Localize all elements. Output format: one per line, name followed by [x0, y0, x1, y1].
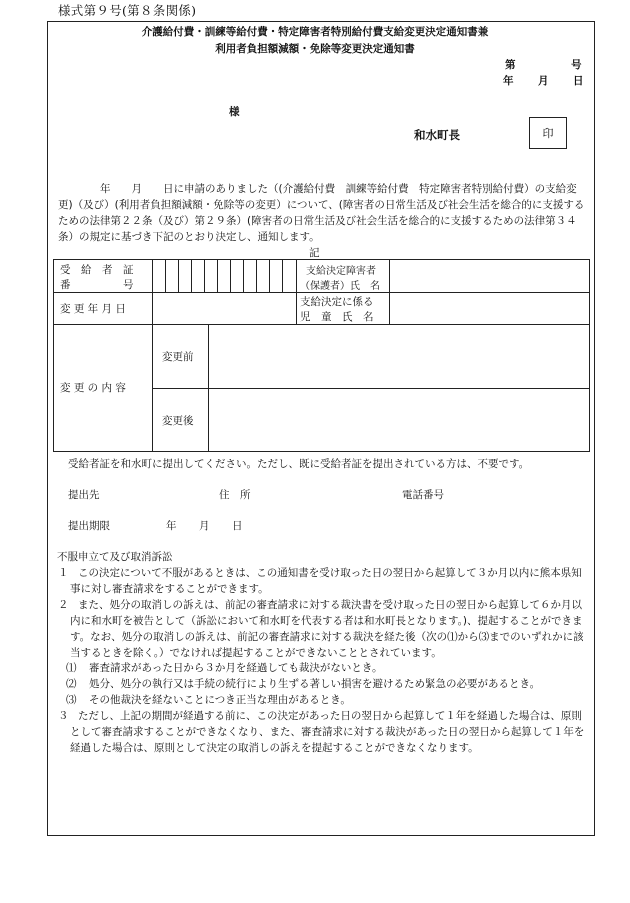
child-label-2: 児 童 氏 名 [300, 311, 374, 323]
recipient-number-label-2: 番 号 [60, 279, 134, 291]
appeal-sub-number: ⑵ [66, 678, 77, 690]
digit-box-rule [269, 260, 270, 292]
appeal-sub-number: ⑴ [66, 662, 77, 674]
before-label: 変更前 [162, 351, 194, 363]
digit-box-rule [191, 260, 192, 292]
submission-destination-label: 提出先 [68, 489, 100, 501]
digit-box-rule [243, 260, 244, 292]
digit-box-rule [230, 260, 231, 292]
table-rule [54, 292, 589, 293]
deadline-month-label: 月 [199, 520, 210, 532]
appeal-sub-3: その他裁決を経ないことにつき正当な理由があるとき。 [89, 694, 351, 706]
appeal-sub-number: ⑶ [66, 694, 77, 706]
table-rule [208, 324, 209, 451]
submission-deadline-label: 提出期限 [68, 520, 110, 532]
table-rule [296, 260, 297, 324]
deadline-day-label: 日 [232, 520, 243, 532]
table-rule [152, 388, 589, 389]
digit-box-rule [217, 260, 218, 292]
table-rule [54, 324, 589, 325]
recipient-number-label-1: 受 給 者 証 [60, 264, 134, 276]
appeal-item-3: ただし、上記の期間が経過する前に、この決定があった日の翌日から起算して１年を経過した場合は、原則として審査請求することができなくなり、また、審査請求に対する裁決があった日の翌日から起算して１年を経過した場合は、原則として決定の取消しの訴えを提起することができなくなります。 [70, 710, 585, 754]
number-label: 第 [505, 59, 516, 71]
deadline-year-label: 年 [166, 520, 177, 532]
digit-box-rule [282, 260, 283, 292]
appeal-heading: 不服申立て及び取消訴訟 [57, 551, 173, 563]
date-year-label: 年 [503, 75, 514, 87]
appeal-item-number: ２ [58, 599, 69, 611]
seal-box [529, 117, 567, 149]
child-label-1: 支給決定に係る [300, 296, 374, 308]
digit-box-rule [165, 260, 166, 292]
date-month-label: 月 [538, 75, 549, 87]
change-date-label: 変 更 年 月 日 [60, 303, 126, 315]
seal-label: 印 [542, 127, 554, 140]
appeal-sub-1: 審査請求があった日から３か月を経過しても裁決がないとき。 [89, 662, 383, 674]
change-content-label: 変 更 の 内 容 [60, 382, 126, 394]
guardian-label-1: 支給決定障害者 [306, 266, 376, 277]
submission-address-label: 住 所 [219, 489, 251, 501]
submission-instruction: 受給者証を和水町に提出してください。ただし、既に受給者証を提出されている方は、不要です。 [68, 458, 530, 470]
appeal-item-number: ３ [58, 710, 69, 722]
ki-label: 記 [309, 247, 320, 259]
issuer-name: 和水町長 [414, 128, 460, 142]
form-number: 様式第９号(第８条関係) [58, 3, 197, 18]
guardian-label-2: （保護者）氏 名 [300, 281, 380, 292]
appeal-item-2: また、処分の取消しの訴えは、前記の審査請求に対する裁決書を受け取った日の翌日から起算して６か月以内に和水町を被告として（訴訟において和水町を代表する者は和水町長となります。)、提起することができます。なお、処分の取消しの訴えは、前記の審査請求に対する裁決を経た後（次の⑴から⑶までのいずれかに該当するときを除く。）でなければ提起することができないこととされています。 [70, 599, 584, 659]
table-rule [389, 260, 390, 324]
addressee-suffix: 様 [229, 106, 240, 118]
table-rule [152, 260, 153, 451]
after-label: 変更後 [162, 415, 194, 427]
decision-table [53, 259, 590, 452]
digit-box-rule [204, 260, 205, 292]
document-title-line2: 利用者負担額減額・免除等変更決定通知書 [215, 43, 415, 55]
number-suffix: 号 [571, 59, 582, 71]
appeal-item-1: この決定について不服があるときは、この通知書を受け取った日の翌日から起算して３か月以内に熊本県知事に対し審査請求をすることができます。 [70, 567, 582, 595]
digit-box-rule [178, 260, 179, 292]
appeal-item-number: １ [58, 567, 69, 579]
document-title-line1: 介護給付費・訓練等給付費・特定障害者特別給付費支給変更決定通知書兼 [141, 26, 489, 38]
appeal-sub-2: 処分、処分の執行又は手続の続行により生ずる著しい損害を避けるため緊急の必要があるとき。 [89, 678, 541, 690]
submission-phone-label: 電話番号 [402, 489, 444, 501]
intro-paragraph: 年 月 日に申請のありました（(介護給付費 訓練等給付費 特定障害者特別給付費）の支給変更)（及び）(利用者負担額減額・免除等の変更）について、(障害者の日常生活及び社会生活を総合的に支援するための法律第２２条（及び）第２９条）(障害者の日常生活及び社会生活を総合的に支援するための法律第３４条）の規定に基づき下記のとおり決定し、通知します。 [58, 183, 585, 243]
date-day-label: 日 [573, 75, 584, 87]
digit-box-rule [256, 260, 257, 292]
